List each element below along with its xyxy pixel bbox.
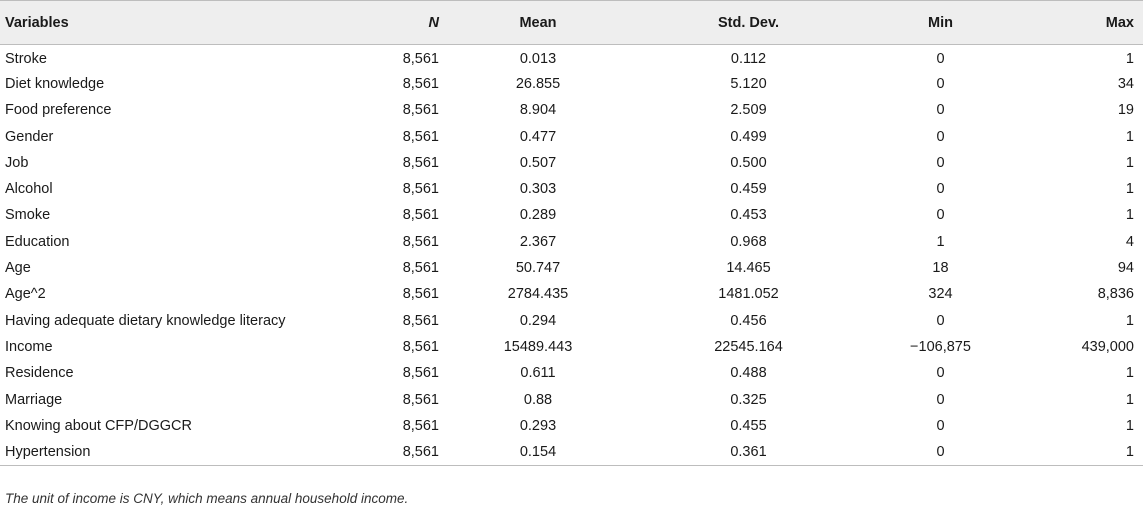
cell-std-dev: 0.361: [635, 439, 862, 465]
header-mean: Mean: [441, 1, 635, 45]
cell-std-dev: 5.120: [730, 75, 767, 92]
cell-std-dev: 0.456: [730, 312, 767, 329]
cell-mean: 0.293: [519, 417, 557, 434]
cell-min: 0: [936, 75, 945, 92]
cell-n: 8,561: [402, 102, 439, 119]
cell-min: 0: [936, 154, 945, 171]
cell-mean: 8.904: [519, 102, 557, 119]
cell-max: 1: [1125, 417, 1134, 434]
cell-mean: 2784.435: [507, 286, 569, 303]
cell-max: 1: [1125, 207, 1134, 224]
cell-variable: Knowing about CFP/DGGCR: [5, 417, 192, 434]
table-row: [0, 413, 1143, 439]
cell-variable: Age^2: [5, 286, 46, 303]
header-n: N: [310, 1, 441, 45]
cell-mean: 0.303: [519, 181, 557, 198]
cell-n: 8,561: [402, 207, 439, 224]
table-body: [0, 45, 1143, 466]
cell-n: 8,561: [402, 154, 439, 171]
table-row: [0, 307, 1143, 333]
cell-std-dev: 0.499: [730, 128, 767, 145]
cell-n: 8,561: [402, 181, 439, 198]
cell-min: 0: [936, 417, 945, 434]
table-row: [0, 281, 1143, 307]
cell-mean: 26.855: [515, 75, 561, 92]
cell-variable: Stroke: [5, 51, 47, 68]
cell-variable: Smoke: [5, 207, 51, 224]
cell-max: 439,000: [1081, 338, 1134, 355]
header-std-dev: Std. Dev.: [635, 1, 862, 45]
cell-std-dev: 0.453: [730, 207, 767, 224]
cell-variable: Food preference: [5, 102, 112, 119]
cell-std-dev: 0.459: [730, 181, 767, 198]
cell-variable: Residence: [5, 365, 74, 382]
header-max: Max: [1019, 1, 1143, 45]
cell-min: 0: [936, 312, 945, 329]
cell-max: 1: [1125, 312, 1134, 329]
cell-variable: Marriage: [5, 391, 63, 408]
cell-n: 8,561: [402, 312, 439, 329]
cell-variable: Having adequate dietary knowledge literacy: [5, 312, 286, 329]
table-row: [0, 334, 1143, 360]
cell-variable: Alcohol: [5, 181, 53, 198]
header-variables: Variables: [0, 1, 310, 45]
cell-n: 8,561: [402, 51, 439, 68]
cell-max: 8,836: [1097, 286, 1134, 303]
cell-variable: Diet knowledge: [5, 75, 105, 92]
table-row: [0, 176, 1143, 202]
cell-variable: Hypertension: [0, 439, 310, 465]
cell-n: 8,561: [402, 338, 439, 355]
cell-min: 0: [936, 51, 945, 68]
cell-n: 8,561: [402, 365, 439, 382]
table-row: [0, 150, 1143, 176]
cell-n: 8,561: [402, 75, 439, 92]
cell-n: 8,561: [402, 260, 439, 277]
cell-std-dev: 0.455: [730, 417, 767, 434]
header-row: [0, 1, 1143, 45]
cell-variable: Income: [5, 338, 53, 355]
cell-std-dev: 2.509: [730, 102, 767, 119]
cell-mean: 50.747: [515, 260, 561, 277]
cell-min: 0: [936, 391, 945, 408]
cell-n: 8,561: [402, 233, 439, 250]
cell-mean: 15489.443: [503, 338, 573, 355]
cell-min: 0: [862, 439, 1019, 465]
cell-std-dev: 0.488: [730, 365, 767, 382]
table-row: [0, 229, 1143, 255]
cell-std-dev: 0.500: [730, 154, 767, 171]
cell-n: 8,561: [402, 417, 439, 434]
table-row: [0, 45, 1143, 71]
cell-max: 1: [1125, 128, 1134, 145]
table-row: [0, 97, 1143, 123]
table-row: [0, 123, 1143, 149]
cell-min: 18: [932, 260, 949, 277]
cell-min: 0: [936, 102, 945, 119]
cell-max: 1: [1125, 154, 1134, 171]
cell-mean: 2.367: [519, 233, 557, 250]
cell-std-dev: 22545.164: [714, 338, 783, 355]
cell-min: 0: [936, 128, 945, 145]
cell-max: 1: [1125, 365, 1134, 382]
header-min: Min: [862, 1, 1019, 45]
cell-variable: Job: [5, 154, 29, 171]
cell-n: 8,561: [310, 439, 441, 465]
cell-std-dev: 0.325: [730, 391, 767, 408]
cell-min: 0: [936, 181, 945, 198]
cell-mean: 0.477: [519, 128, 557, 145]
cell-variable: Age: [5, 260, 31, 277]
cell-max: 1: [1125, 391, 1134, 408]
cell-std-dev: 0.112: [730, 51, 767, 68]
cell-min: 1: [936, 233, 945, 250]
cell-max: 1: [1125, 181, 1134, 198]
cell-mean: 0.154: [441, 439, 635, 465]
cell-mean: 0.294: [519, 312, 557, 329]
table-row: [0, 386, 1143, 412]
cell-mean: 0.289: [519, 207, 557, 224]
table-row: [0, 202, 1143, 228]
cell-std-dev: 1481.052: [718, 286, 779, 303]
cell-variable: Gender: [5, 128, 54, 145]
table-row: [0, 360, 1143, 386]
cell-min: 0: [936, 365, 945, 382]
table-header: [0, 1, 1143, 45]
cell-mean: 0.611: [520, 365, 556, 382]
cell-max: 34: [1117, 75, 1134, 92]
cell-min: 0: [936, 207, 945, 224]
cell-mean: 0.507: [519, 154, 557, 171]
cell-max: 1: [1019, 439, 1143, 465]
cell-std-dev: 14.465: [726, 260, 771, 277]
table-row: [0, 439, 1143, 465]
cell-max: 1: [1125, 51, 1134, 68]
cell-n: 8,561: [402, 128, 439, 145]
cell-mean: 0.013: [519, 51, 557, 68]
cell-mean: 0.88: [523, 391, 553, 408]
cell-n: 8,561: [402, 391, 439, 408]
cell-max: 19: [1117, 102, 1134, 119]
cell-max: 4: [1125, 233, 1134, 250]
cell-variable: Education: [5, 233, 70, 250]
table-row: [0, 71, 1143, 97]
cell-n: 8,561: [402, 286, 439, 303]
cell-std-dev: 0.968: [730, 233, 767, 250]
cell-min: −106,875: [910, 338, 971, 355]
cell-max: 94: [1117, 260, 1134, 277]
table-row: [0, 255, 1143, 281]
cell-min: 324: [928, 286, 953, 303]
table-footnote: The unit of income is CNY, which means annual household income.: [5, 491, 409, 506]
